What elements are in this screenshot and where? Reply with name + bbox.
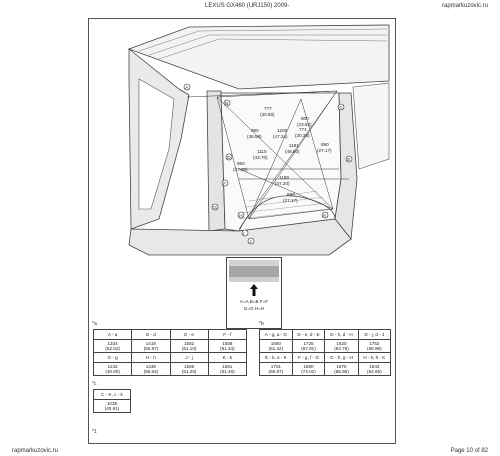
table-b-header: E - k, e - K (260, 353, 293, 363)
table-a-header: J - j (170, 353, 208, 363)
dim-sub: (27.17) (317, 148, 332, 153)
table-a-cell: 1556 (61.26) (170, 363, 208, 376)
point-marker-j (248, 238, 254, 244)
svg-text:K: K (323, 212, 327, 218)
svg-text:G: G (213, 204, 217, 210)
svg-text:E: E (347, 156, 351, 162)
point-marker-b (224, 100, 230, 106)
point-marker-k (322, 212, 328, 218)
table-b-header: G - h, g - H (325, 353, 358, 363)
svg-text:A: A (185, 84, 189, 90)
svg-text:B: B (225, 100, 229, 106)
table-a-header: K - k (208, 353, 246, 363)
table-a-cell: 1419 (55.87) (132, 340, 170, 353)
table-b-cell: 1880 (74.02) (292, 363, 325, 376)
dim-label: 690 (287, 192, 295, 197)
dim-label: 950 (237, 161, 245, 166)
table-a-cell: 1561 (61.46) (208, 363, 246, 376)
point-marker-f (222, 180, 228, 186)
table-c-note: *c (92, 381, 97, 387)
table-b-cell: 1725 (67.91) (292, 340, 325, 353)
table-a-cell: 1242 (48.90) (94, 363, 132, 376)
table-b-note: *b (259, 321, 264, 327)
inset-panel-bottom (229, 277, 279, 282)
dim-sub: (23.62) (297, 122, 312, 127)
table-a-note: *a (92, 321, 97, 327)
table-a-cell: 1552 (61.10) (170, 340, 208, 353)
table-b-cell: 1620 (63.78) (325, 340, 358, 353)
table-b-cell: 1560 (61.42) (260, 340, 293, 353)
dim-label: 777 (264, 106, 272, 111)
table-a (93, 329, 247, 376)
svg-text:H: H (239, 212, 243, 218)
table-b-header: D - e, d - E (292, 330, 325, 340)
dim-label: 1110 (257, 149, 267, 154)
point-marker-g (212, 204, 218, 210)
table-b (259, 329, 391, 376)
table-b-cell: 1643 (64.69) (358, 363, 390, 376)
dim-label: 600 (301, 116, 309, 121)
inset-label-line1: A=A B=B F=F (239, 299, 269, 304)
table-c-cell: 1039 (40.91) (94, 400, 131, 413)
table-b-cell: 1676 (65.98) (325, 363, 358, 376)
dim-sub: (46.50) (285, 149, 300, 154)
dim-sub: (47.20) (275, 181, 290, 186)
document-footer-site: rapmarkuzovic.ru (12, 448, 59, 454)
dim-sub: (43.70) (253, 155, 268, 160)
table-b-header: A - g, a - G (260, 330, 293, 340)
table-b-cell: 1752 (68.98) (358, 340, 390, 353)
inset-panel-mid (229, 266, 279, 277)
svg-text:D: D (227, 154, 231, 160)
point-marker-a (184, 84, 190, 90)
table-c (93, 389, 131, 413)
table-b-header: D - h, d - H (325, 330, 358, 340)
document-header-title: LEXUS GX460 (URJ150) 2009- (205, 3, 290, 9)
point-marker-h (238, 212, 244, 218)
document-footer-page: Page 10 of 82 (450, 448, 488, 454)
dim-sub: (37.40) (233, 167, 248, 172)
inset-detail (226, 257, 282, 329)
diagram-panel (88, 18, 396, 444)
table-b-cell: 1701 (66.97) (260, 363, 293, 376)
document-header-site: rapmarkuzovic.ru (441, 3, 488, 9)
dim-label: 980 (251, 128, 259, 133)
svg-text:I: I (243, 230, 245, 236)
table-b-header: D - j, d - J (358, 330, 390, 340)
dim-sub: (30.59) (260, 112, 275, 117)
dim-label: 771 (299, 127, 307, 132)
table-c-header: C - K, c - k (94, 390, 131, 400)
table-a-header: D - d (132, 330, 170, 340)
dim-sub: (30.35) (295, 133, 310, 138)
table-a-header: F - f (208, 330, 246, 340)
point-marker-e (346, 156, 352, 162)
dim-sub: (47.24) (273, 134, 288, 139)
table-a-cell: 1334 (52.52) (94, 340, 132, 353)
footnote: *1 (92, 429, 97, 435)
dim-label: 690 (321, 142, 329, 147)
svg-text:J: J (249, 238, 252, 244)
point-marker-d (226, 154, 232, 160)
table-a-header: E - e (170, 330, 208, 340)
dim-label: 1199 (279, 175, 289, 180)
table-b-header: H - k, h - K (358, 353, 390, 363)
point-marker-c (338, 104, 344, 110)
point-marker-i (242, 230, 248, 236)
table-a-header: G - g (94, 353, 132, 363)
table-a-cell: 1558 (61.34) (208, 340, 246, 353)
arrow-up-icon (250, 284, 258, 296)
dim-sub: (38.58) (247, 134, 262, 139)
dim-label: 1181 (289, 143, 299, 148)
dim-sub: (27.17) (283, 198, 298, 203)
table-a-cell: 1436 (56.54) (132, 363, 170, 376)
table-a-header: H - h (132, 353, 170, 363)
table-b-header: F - g, f - G (292, 353, 325, 363)
svg-text:C: C (339, 104, 343, 110)
inset-label-line2: G=G H=H (243, 306, 265, 311)
table-a-header: A - a (94, 330, 132, 340)
measurement-points (89, 19, 397, 445)
dim-label: 1200 (277, 128, 288, 133)
svg-text:F: F (223, 180, 227, 186)
